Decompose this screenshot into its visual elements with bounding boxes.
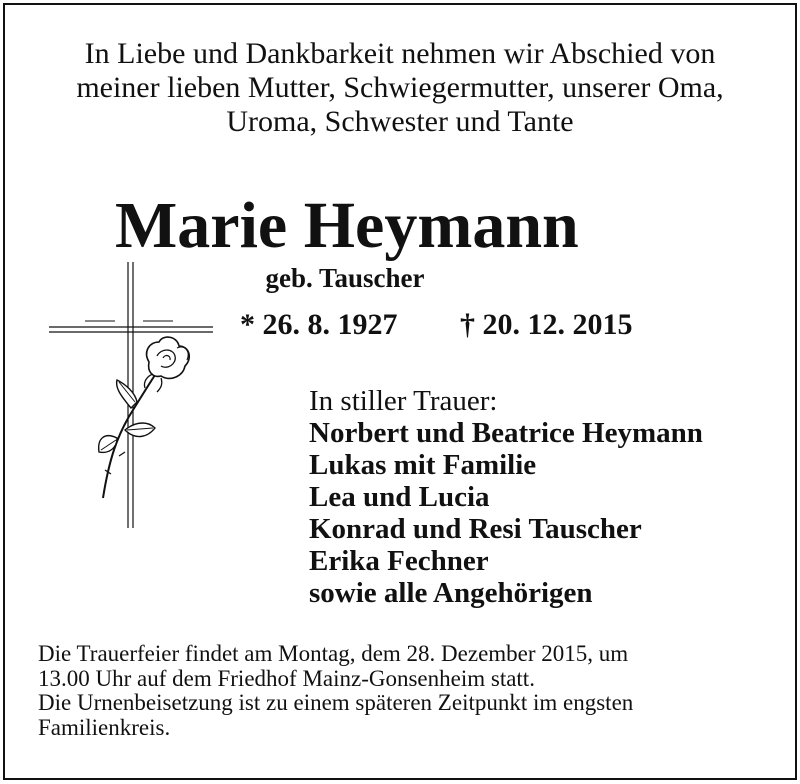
maiden-name: geb. Tauscher xyxy=(265,263,425,293)
obituary-notice xyxy=(3,3,797,780)
mourner-name: Lukas mit Familie xyxy=(309,449,537,481)
deceased-name: Marie Heymann xyxy=(115,189,579,262)
intro-text xyxy=(5,37,795,139)
intro-line: meiner lieben Mutter, Schwiegermutter, unserer Oma, xyxy=(76,71,724,104)
birth-date: * 26. 8. 1927 xyxy=(240,308,398,341)
funeral-line: Die Trauerfeier findet am Montag, dem 28. Dezember 2015, um xyxy=(38,641,629,666)
cross-with-rose-icon xyxy=(45,260,217,530)
intro-line: In Liebe und Dankbarkeit nehmen wir Abschied von xyxy=(84,37,716,70)
intro-line: Uroma, Schwester und Tante xyxy=(226,105,574,138)
funeral-line: Die Urnenbeisetzung ist zu einem späteren Zeitpunkt im engsten xyxy=(38,690,634,715)
mourner-name: Konrad und Resi Tauscher xyxy=(309,513,642,545)
mourners-heading: In stiller Trauer: xyxy=(309,385,498,417)
mourner-name: Lea und Lucia xyxy=(309,481,490,513)
mourners-list xyxy=(309,385,703,609)
funeral-line: Familienkreis. xyxy=(38,714,171,740)
mourner-name: sowie alle Angehörigen xyxy=(309,577,593,609)
funeral-line: 13.00 Uhr auf dem Friedhof Mainz-Gonsenheim statt. xyxy=(38,665,535,691)
mourner-name: Norbert und Beatrice Heymann xyxy=(309,417,703,449)
mourner-name: Erika Fechner xyxy=(309,545,489,577)
death-date: † 20. 12. 2015 xyxy=(460,308,633,341)
funeral-details xyxy=(38,642,778,740)
